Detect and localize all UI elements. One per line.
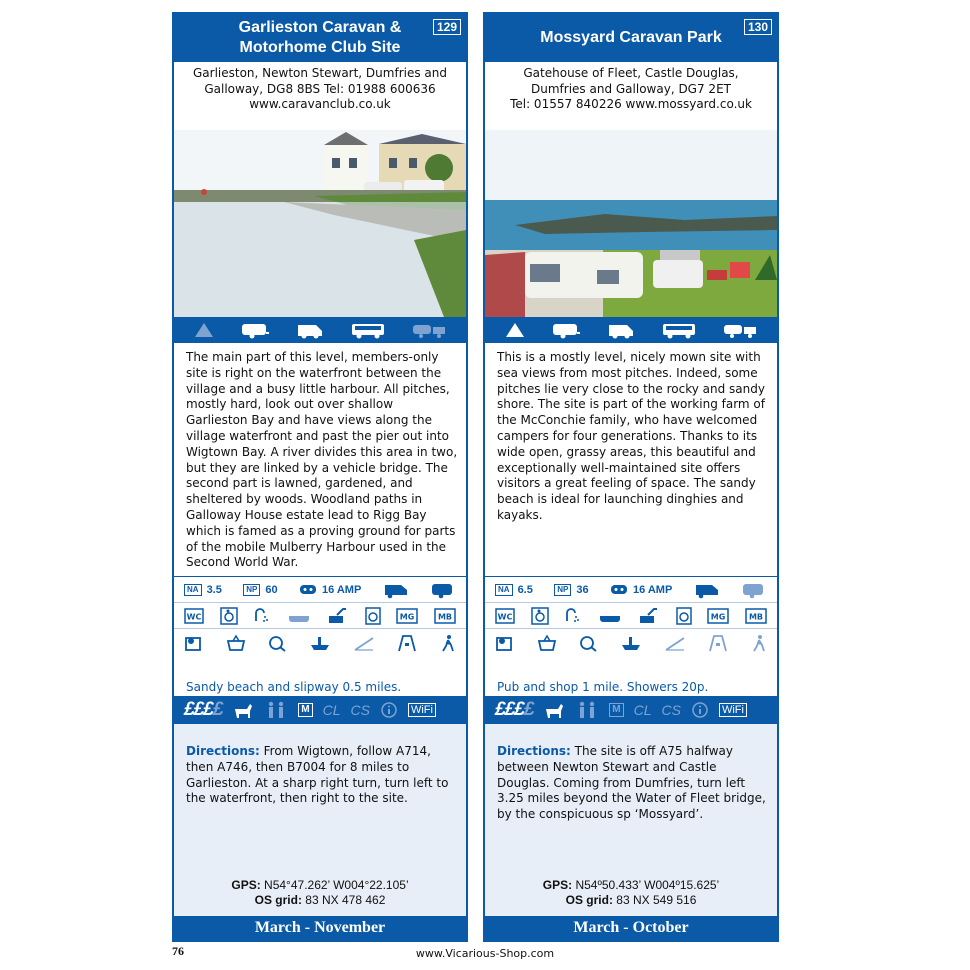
playground-icon (707, 634, 729, 652)
amp-value: 16 AMP (632, 583, 673, 596)
tent-icon (504, 321, 526, 339)
os-label: OS grid: (565, 893, 613, 907)
address-line: Dumfries and Galloway, DG7 2ET (531, 81, 731, 96)
site-header (174, 14, 466, 62)
boat-icon (620, 634, 642, 652)
address-line: www.caravanclub.co.uk (249, 97, 391, 111)
shower-icon (253, 607, 271, 625)
playground-icon (396, 634, 418, 652)
np-value: 60 (265, 583, 278, 596)
directions-label: Directions: (186, 744, 260, 758)
m-box: M (298, 703, 312, 717)
bus-icon (350, 321, 386, 339)
address-line: Gatehouse of Fleet, Castle Douglas, (523, 66, 739, 80)
gps-block (485, 878, 777, 908)
site-note: Sandy beach and slipway 0.5 miles. (186, 680, 402, 694)
restaurant-icon (267, 634, 287, 652)
basket-icon (226, 634, 246, 652)
site-card-130 (483, 12, 779, 942)
gps-value: N54º50.433’ W004º15.625’ (572, 878, 720, 892)
na-badge: NA (495, 584, 513, 596)
svg-text:MG: MG (710, 612, 726, 621)
cs-label: CS (350, 702, 370, 718)
wifi-box: WiFi (408, 703, 436, 717)
facilities-panel (174, 576, 466, 657)
facility-row (485, 577, 777, 603)
boat-icon (309, 634, 331, 652)
page-number: 76 (172, 944, 184, 958)
dog-icon (543, 701, 565, 719)
price-rating: ££££ (495, 699, 534, 720)
motorhome-icon (296, 321, 324, 339)
caravan-tow-icon (411, 321, 447, 339)
price-bar (485, 696, 777, 724)
gps-block (174, 878, 466, 908)
caravan-tow-icon (722, 321, 758, 339)
site-photo (485, 130, 777, 317)
family-icon (575, 701, 599, 719)
disabled-access-icon (220, 607, 238, 625)
wc-icon (495, 608, 515, 624)
gps-label: GPS: (231, 878, 261, 892)
shop-icon (495, 634, 515, 652)
motorhome-service-icon (694, 581, 720, 599)
caravan-icon (551, 321, 581, 339)
site-address (174, 66, 466, 113)
facilities-panel (485, 576, 777, 657)
motorhome-icon (607, 321, 635, 339)
dog-icon (232, 701, 254, 719)
wc-icon (184, 608, 204, 624)
site-card-129 (172, 12, 468, 942)
chemical-disposal-icon (638, 607, 660, 625)
np-badge: NP (554, 584, 571, 596)
svg-text:MG: MG (399, 612, 415, 621)
gps-value: N54°47.262’ W004°22.105’ (260, 878, 409, 892)
washing-machine-icon (365, 607, 381, 625)
caravan-icon (240, 321, 270, 339)
tent-icon (193, 321, 215, 339)
electric-hookup-icon (610, 583, 628, 597)
cs-label: CS (661, 702, 681, 718)
mb-icon (434, 608, 456, 624)
restaurant-icon (578, 634, 598, 652)
facility-row (174, 577, 466, 603)
pitch-type-bar (485, 317, 777, 343)
facility-row (485, 629, 777, 657)
amp-value: 16 AMP (321, 583, 362, 596)
directions-label: Directions: (497, 744, 571, 758)
price-bar (174, 696, 466, 724)
bath-icon (598, 608, 622, 624)
site-photo (174, 130, 466, 317)
walking-icon (440, 634, 456, 652)
cl-label: CL (322, 702, 341, 718)
basket-icon (537, 634, 557, 652)
na-value: 3.5 (206, 583, 222, 596)
info-icon (380, 701, 398, 719)
os-value: 83 NX 478 462 (301, 893, 386, 907)
pitch-type-bar (174, 317, 466, 343)
svg-text:MB: MB (437, 612, 452, 621)
directions-panel (485, 724, 777, 916)
washing-machine-icon (676, 607, 692, 625)
na-value: 6.5 (517, 583, 533, 596)
svg-text:MB: MB (748, 612, 763, 621)
walking-icon (751, 634, 767, 652)
np-badge: NP (243, 584, 260, 596)
slope-icon (353, 634, 375, 652)
site-description: This is a mostly level, nicely mown site with sea views from most pitches. Indeed, some pitches lie very close to the rocky and sandy shore. The site is part of the working farm of the McConchie family, who have welcomed campers for four generations. Thanks to its wide open, grassy areas, this beautiful and exceptionally well-maintained site offers visitors a great feeling of space. The sandy beach is ideal for launching dinghies and kayaks. (497, 350, 765, 522)
address-line: Galloway, DG8 8BS Tel: 01988 600636 (204, 81, 436, 96)
directions-text: Directions: From Wigtown, follow A714, then A746, then B7004 for 8 miles to Garlieston. At a sharp right turn, turn left to the waterfront, then right to the site. (186, 744, 449, 806)
address-line: Garlieston, Newton Stewart, Dumfries and (192, 66, 447, 80)
motorhome-service-icon (383, 581, 409, 599)
site-title: Garlieston Caravan & Motorhome Club Site (238, 19, 402, 56)
bus-icon (661, 321, 697, 339)
price-rating: ££££ (184, 699, 223, 720)
svg-text:WC: WC (497, 612, 513, 621)
facility-row (174, 629, 466, 657)
electric-hookup-icon (299, 583, 317, 597)
site-title: Mossyard Caravan Park (540, 29, 722, 46)
directions-panel (174, 724, 466, 916)
os-label: OS grid: (254, 893, 302, 907)
directions-text: Directions: The site is off A75 halfway between Newton Stewart and Castle Douglas. Coming from Dumfries, turn left 3.25 miles beyond the Water of Fleet bridge, by the conspicuous sp ‘Mossyard’. (497, 744, 766, 822)
caravan-service-icon (430, 581, 456, 599)
chemical-disposal-icon (327, 607, 349, 625)
os-value: 83 NX 549 516 (612, 893, 697, 907)
na-badge: NA (184, 584, 202, 596)
wifi-box: WiFi (719, 703, 747, 717)
caravan-service-icon (741, 581, 767, 599)
site-number: 129 (433, 19, 461, 35)
mg-icon (707, 608, 729, 624)
site-number: 130 (744, 19, 772, 35)
family-icon (264, 701, 288, 719)
bath-icon (287, 608, 311, 624)
facility-row (174, 603, 466, 629)
season-footer: March - October (485, 916, 777, 940)
address-line: Tel: 01557 840226 www.mossyard.co.uk (510, 97, 752, 111)
cl-label: CL (633, 702, 652, 718)
facility-row (485, 603, 777, 629)
mb-icon (745, 608, 767, 624)
site-address (485, 66, 777, 113)
site-description: The main part of this level, members-only site is right on the waterfront between the village and a busy little harbour. All pitches, mostly hard, look out over shallow Garlieston Bay and have views along the village waterfront and past the pier out into Wigtown Bay. A river divides this area in two, but they are linked by a vehicle bridge. The second part is lawned, gardened, and sheltered by woods. Woodland paths in Galloway House estate lead to Rigg Bay which is famed as a proving ground for parts of the mobile Mulberry Harbour used in the Second World War. (186, 350, 458, 570)
season-footer: March - November (174, 916, 466, 940)
footer-url[interactable]: www.Vicarious-Shop.com (415, 947, 555, 960)
shower-icon (564, 607, 582, 625)
disabled-access-icon (531, 607, 549, 625)
gps-label: GPS: (542, 878, 573, 892)
m-box: M (609, 703, 623, 717)
site-note: Pub and shop 1 mile. Showers 20p. (497, 680, 709, 694)
np-value: 36 (576, 583, 589, 596)
mg-icon (396, 608, 418, 624)
info-icon (691, 701, 709, 719)
svg-text:WC: WC (186, 612, 202, 621)
slope-icon (664, 634, 686, 652)
site-header (485, 14, 777, 62)
shop-icon (184, 634, 204, 652)
